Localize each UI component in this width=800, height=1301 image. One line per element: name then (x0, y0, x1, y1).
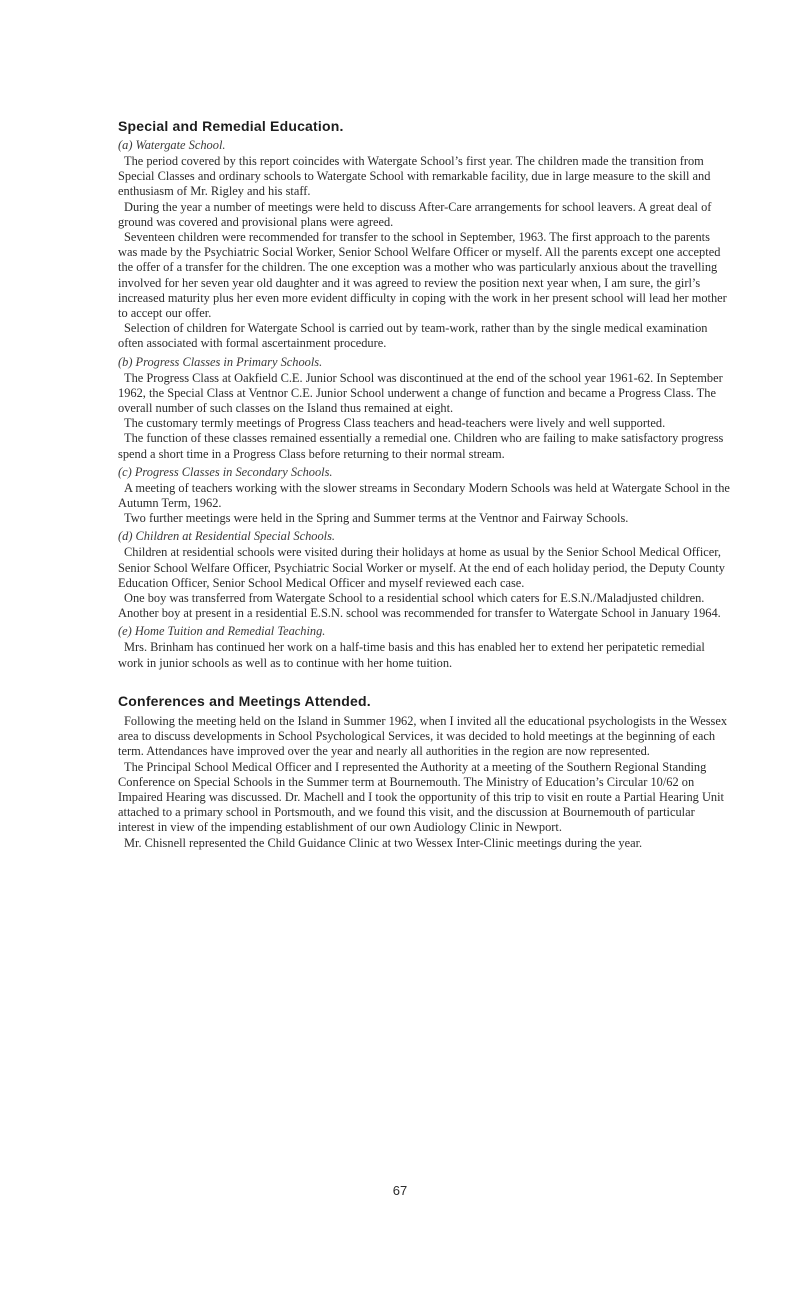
paragraph: A meeting of teachers working with the slower streams in Secondary Modern Schools was held at Watergate School in the Autumn Term, 1962. (118, 480, 730, 511)
subsection-residential-special-schools (118, 529, 730, 621)
subsection-progress-classes-primary (118, 355, 730, 462)
page-number: 67 (392, 1183, 408, 1198)
paragraph: Seventeen children were recommended for transfer to the school in September, 1963. The first approach to the parents was made by the Psychiatric Social Worker, Senior School Welfare Officer or myself. All the parents except one accepted the offer of a transfer for the children. The one exception was a mother who was particularly anxious about the travelling involved for her seven year old daughter and it was agreed to review the position next year when, I am sure, the girl’s increased maturity plus her even more evident difficulty in coping with the work in her present school will lead her mother to accept our offer. (118, 230, 727, 321)
paragraph: The function of these classes remained essentially a remedial one. Children who are failing to make satisfactory progress spend a short time in a Progress Class before returning to their normal stream. (118, 431, 724, 461)
paragraph: One boy was transferred from Watergate School to a residential school which caters for E.S.N./Maladjusted children. Another boy at present in a residential E.S.N. school was recommended for transfer to Watergate School in January 1964. (118, 591, 721, 621)
paragraph: Mrs. Brinham has continued her work on a half-time basis and this has enabled her to extend her peripatetic remedial work in junior schools as well as to continue with her home tuition. (118, 640, 705, 670)
subsection-watergate-school (118, 138, 730, 352)
section-heading-conferences-meetings: Conferences and Meetings Attended. (118, 692, 371, 709)
paragraph: Mr. Chisnell represented the Child Guidance Clinic at two Wessex Inter-Clinic meetings during the year. (124, 835, 643, 850)
section-heading-special-remedial-education: Special and Remedial Education. (118, 118, 344, 134)
paragraph: The Progress Class at Oakfield C.E. Junior School was discontinued at the end of the school year 1961-62. In September 1962, the Special Class at Ventnor C.E. Junior School underwent a change of function and became a Progress Class. The overall number of such classes on the Island thus remained at eight. (118, 370, 723, 416)
subsection-title: (e) Home Tuition and Remedial Teaching. (118, 624, 326, 639)
subsection-title: (a) Watergate School. (118, 138, 226, 152)
subsection-title: (b) Progress Classes in Primary Schools. (118, 354, 323, 369)
subsection-home-tuition (118, 624, 730, 670)
document-page (118, 118, 730, 851)
subsection-progress-classes-secondary (118, 465, 730, 527)
paragraph: During the year a number of meetings were held to discuss After-Care arrangements for school leavers. A great deal of ground was covered and provisional plans were agreed. (118, 199, 712, 229)
paragraph: The period covered by this report coincides with Watergate School’s first year. The children made the transition from Special Classes and ordinary schools to Watergate School with remarkable facility, due in large measure to the skill and enthusiasm of Mr. Rigley and his staff. (118, 154, 711, 199)
paragraph: The customary termly meetings of Progress Class teachers and head-teachers were lively and well supported. (124, 416, 666, 431)
paragraph: Selection of children for Watergate School is carried out by team-work, rather than by the single medical examination often associated with formal ascertainment procedure. (118, 321, 708, 351)
paragraph: Two further meetings were held in the Spring and Summer terms at the Ventnor and Fairway Schools. (124, 511, 629, 526)
paragraph: Following the meeting held on the Island in Summer 1962, when I invited all the educational psychologists in the Wessex area to discuss developments in School Psychological Services, it was decided to hold meetings at the beginning of each term. Attendances have improved over the year and nearly all authorities in the region are now represented. (118, 713, 728, 759)
subsection-title: (c) Progress Classes in Secondary Schools. (118, 464, 333, 479)
paragraph: The Principal School Medical Officer and I represented the Authority at a meeting of the Southern Regional Standing Conference on Special Schools in the Summer term at Bournemouth. The Ministry of Education’s Circular 10/62 on Impaired Hearing was discussed. Dr. Machell and I took the opportunity of this trip to visit en route a Partial Hearing Unit attached to a primary school in Portsmouth, and we found this visit, and the discussion at Bournemouth of particular interest in view of the impending establishment of our own Audiology Clinic in Newport. (118, 759, 724, 835)
paragraph: Children at residential schools were visited during their holidays at home as usual by the Senior School Medical Officer, Senior School Welfare Officer, Psychiatric Social Worker or myself. At the end of each holiday period, the Deputy County Education Officer, Senior School Medical Officer and myself reviewed each case. (118, 545, 725, 590)
section-conferences-body (118, 714, 730, 851)
subsection-title: (d) Children at Residential Special Schools. (118, 529, 336, 544)
